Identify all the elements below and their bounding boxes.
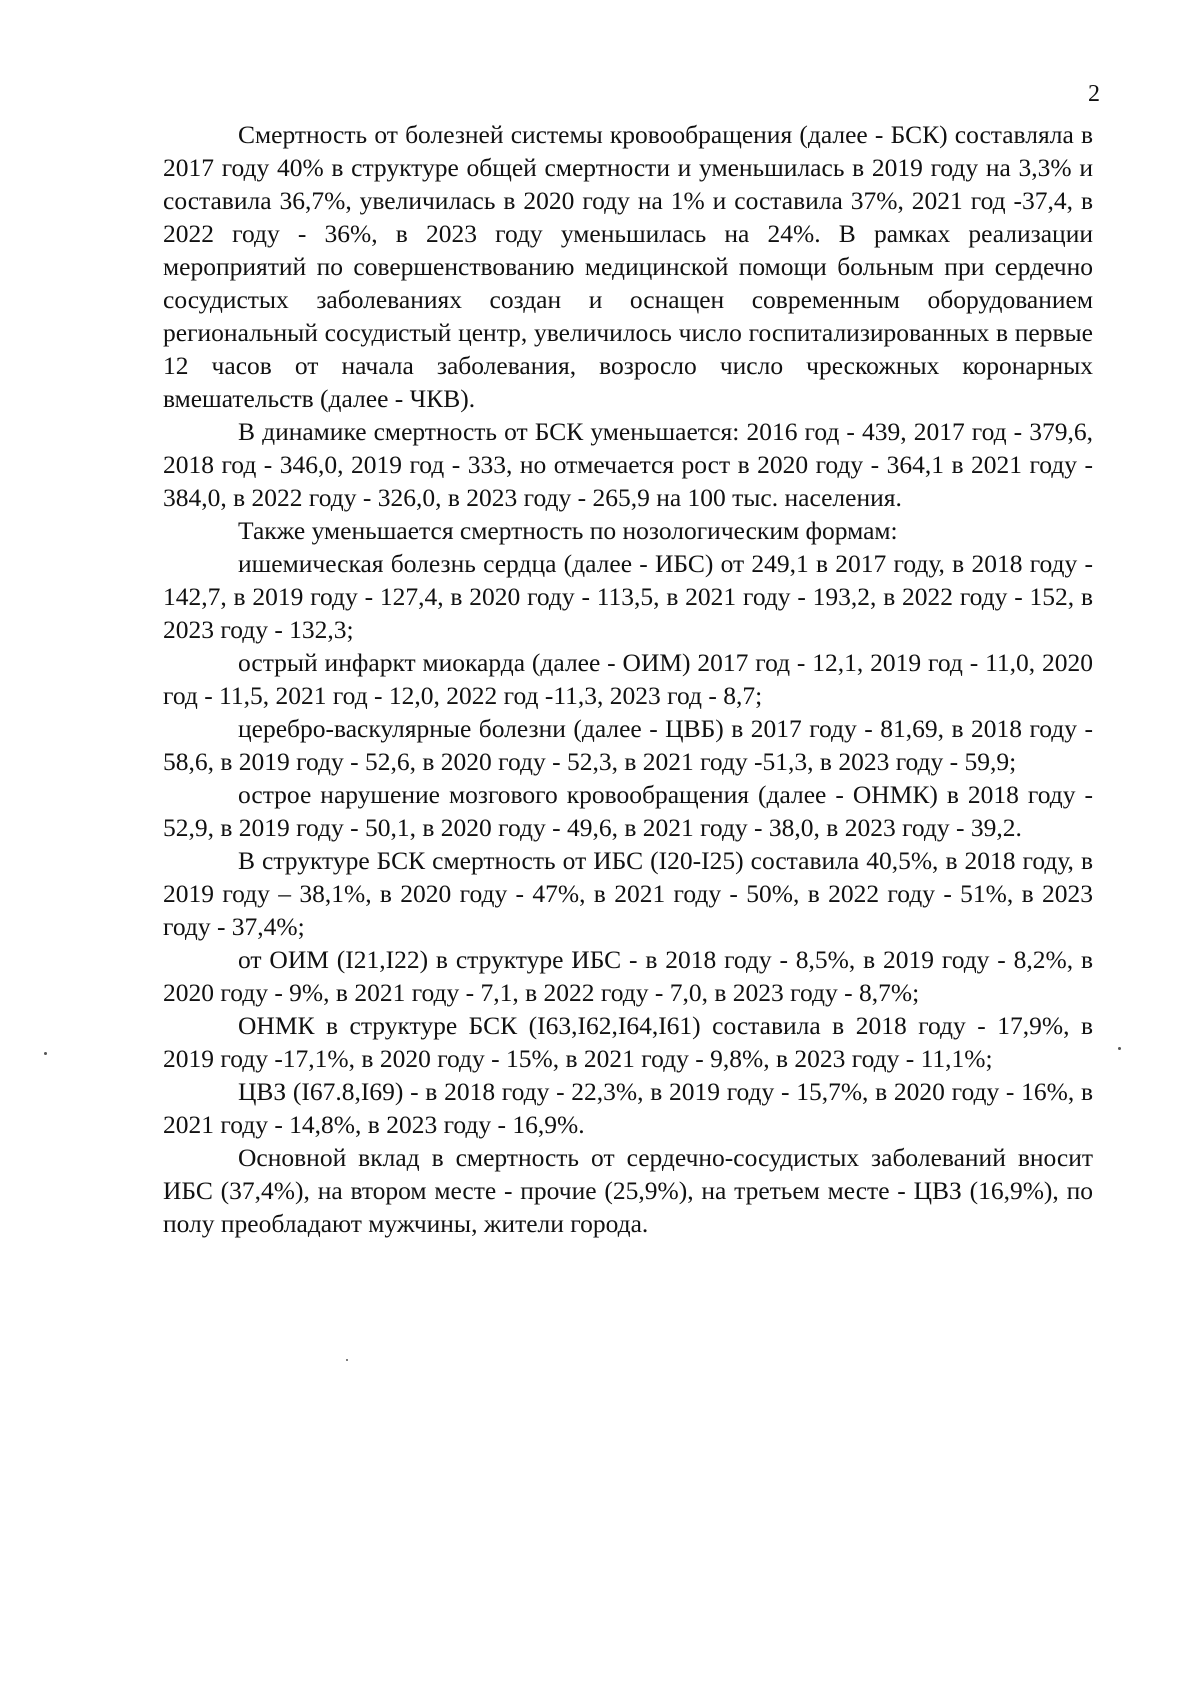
paragraph-bsk-mortality-structure: Смертность от болезней системы кровообращения (далее - БСК) составляла в 2017 году 40% в структуре общей смертности и уменьшилась в 2019 году на 3,3% и составила 36,7%, увеличилась в 2020 году на 1% и составила 37%, 2021 год -37,4, в 2022 году - 36%, в 2023 году уменьшилась на 24%. В рамках реализации мероприятий по совершенствованию медицинской помощи больным при сердечно сосудистых заболеваниях создан и оснащен современным оборудованием региональный сосудистый центр, увеличилось число госпитализированных в первые 12 часов от начала заболевания, возросло число чрескожных коронарных вмешательств (далее - ЧКВ).: [163, 120, 1093, 413]
document-body: [163, 118, 1093, 1240]
paragraph-bsk-dynamics: В динамике смертность от БСК уменьшается: 2016 год - 439, 2017 год - 379,6, 2018 год - 346,0, 2019 год - 333, но отмечается рост в 2020 году - 364,1 в 2021 году - 384,0, в 2022 году - 326,0, в 2023 году - 265,9 на 100 тыс. населения.: [163, 417, 1093, 512]
paragraph-cvb: церебро-васкулярные болезни (далее - ЦВБ) в 2017 году - 81,69, в 2018 году - 58,6, в 2019 году - 52,6, в 2020 году - 52,3, в 2021 году -51,3, в 2023 году - 59,9;: [163, 714, 1093, 776]
paragraph-nosology-intro: Также уменьшается смертность по нозологическим формам:: [238, 516, 898, 545]
scan-speck: [1118, 1047, 1121, 1050]
paragraph-onmk: острое нарушение мозгового кровообращения (далее - ОНМК) в 2018 году - 52,9, в 2019 году - 50,1, в 2020 году - 49,6, в 2021 году - 38,0, в 2023 году - 39,2.: [163, 780, 1093, 842]
scan-speck: [44, 1052, 47, 1055]
scan-speck: [346, 1359, 348, 1361]
paragraph-cvz-structure: ЦВЗ (I67.8,I69) - в 2018 году - 22,3%, в 2019 году - 15,7%, в 2020 году - 16%, в 2021 году - 14,8%, в 2023 году - 16,9%.: [163, 1077, 1093, 1139]
paragraph-main-contribution: Основной вклад в смертность от сердечно-сосудистых заболеваний вносит ИБС (37,4%), на втором месте - прочие (25,9%), на третьем месте - ЦВЗ (16,9%), по полу преобладают мужчины, жители города.: [163, 1143, 1093, 1238]
paragraph-oim-structure: от ОИМ (I21,I22) в структуре ИБС - в 2018 году - 8,5%, в 2019 году - 8,2%, в 2020 году - 9%, в 2021 году - 7,1, в 2022 году - 7,0, в 2023 году - 8,7%;: [163, 945, 1093, 1007]
page-number: 2: [1088, 81, 1100, 107]
paragraph-ibs-structure: В структуре БСК смертность от ИБС (I20-I25) составила 40,5%, в 2018 году, в 2019 году – 38,1%, в 2020 году - 47%, в 2021 году - 50%, в 2022 году - 51%, в 2023 году - 37,4%;: [163, 846, 1093, 941]
paragraph-onmk-structure: ОНМК в структуре БСК (I63,I62,I64,I61) составила в 2018 году - 17,9%, в 2019 году -17,1%, в 2020 году - 15%, в 2021 году - 9,8%, в 2023 году - 11,1%;: [163, 1011, 1093, 1073]
paragraph-oim: острый инфаркт миокарда (далее - ОИМ) 2017 год - 12,1, 2019 год - 11,0, 2020 год - 11,5, 2021 год - 12,0, 2022 год -11,3, 2023 год - 8,7;: [163, 648, 1093, 710]
paragraph-ibs: ишемическая болезнь сердца (далее - ИБС) от 249,1 в 2017 году, в 2018 году - 142,7, в 2019 году - 127,4, в 2020 году - 113,5, в 2021 году - 193,2, в 2022 году - 152, в 2023 году - 132,3;: [163, 549, 1093, 644]
